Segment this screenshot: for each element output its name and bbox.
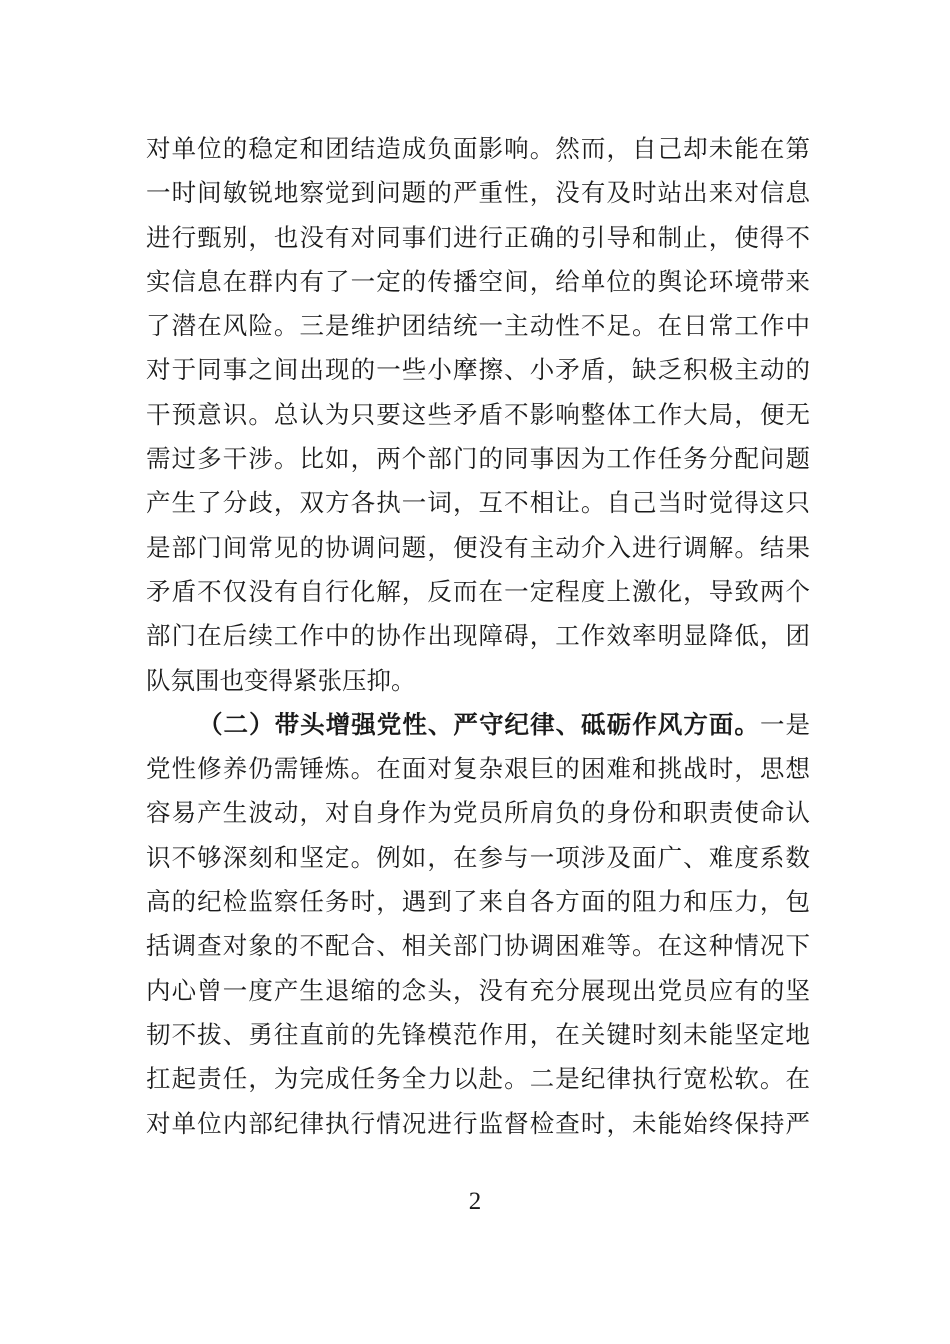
text-line: 对单位的稳定和团结造成负面影响。然而，自己却未能在第: [146, 134, 810, 163]
text-line: 部门在后续工作中的协作出现障碍，工作效率明显降低，团: [146, 621, 810, 651]
text-line: 韧不拔、勇往直前的先锋模范作用，在关键时刻未能坚定地: [146, 1019, 810, 1049]
text-line: 识不够深刻和坚定。例如，在参与一项涉及面广、难度系数: [146, 842, 810, 872]
text-line: 需过多干涉。比如，两个部门的同事因为工作任务分配问题: [146, 444, 810, 474]
text-line: 容易产生波动，对自身作为党员所肩负的身份和职责使命认: [146, 798, 810, 828]
text-line: 高的纪检监察任务时，遇到了来自各方面的阻力和压力，包: [146, 887, 810, 917]
text-line: 党性修养仍需锤炼。在面对复杂艰巨的困难和挑战时，思想: [146, 754, 810, 784]
text-line: 了潜在风险。三是维护团结统一主动性不足。在日常工作中: [146, 311, 810, 341]
text-line: 对于同事之间出现的一些小摩擦、小矛盾，缺乏积极主动的: [146, 355, 810, 385]
body-text: [146, 127, 810, 1146]
page-number: 2: [468, 1188, 482, 1215]
text-line: 括调查对象的不配合、相关部门协调困难等。在这种情况下: [146, 931, 810, 961]
section-heading-line: [146, 703, 810, 747]
text-line: 干预意识。总认为只要这些矛盾不影响整体工作大局，便无: [146, 399, 810, 429]
text-line: 是部门间常见的协调问题，便没有主动介入进行调解。结果: [146, 532, 810, 562]
text-line: 产生了分歧，双方各执一词，互不相让。自己当时觉得这只: [146, 488, 810, 518]
section-heading: （二）带头增强党性、严守纪律、砥砺作风方面。: [198, 709, 760, 739]
text-line: 矛盾不仅没有自行化解，反而在一定程度上激化，导致两个: [146, 576, 810, 606]
text-line: 一时间敏锐地察觉到问题的严重性，没有及时站出来对信息: [146, 178, 810, 208]
text-line: 队氛围也变得紧张压抑。: [146, 665, 416, 695]
text-line: 对单位内部纪律执行情况进行监督检查时，未能始终保持严: [146, 1108, 810, 1138]
section-heading-tail: 一是: [759, 709, 811, 739]
text-line: 实信息在群内有了一定的传播空间，给单位的舆论环境带来: [146, 266, 810, 296]
text-line: 进行甄别，也没有对同事们进行正确的引导和制止，使得不: [146, 222, 810, 252]
text-line: 内心曾一度产生退缩的念头，没有充分展现出党员应有的坚: [146, 975, 810, 1005]
text-line: 扛起责任，为完成任务全力以赴。二是纪律执行宽松软。在: [146, 1064, 810, 1094]
